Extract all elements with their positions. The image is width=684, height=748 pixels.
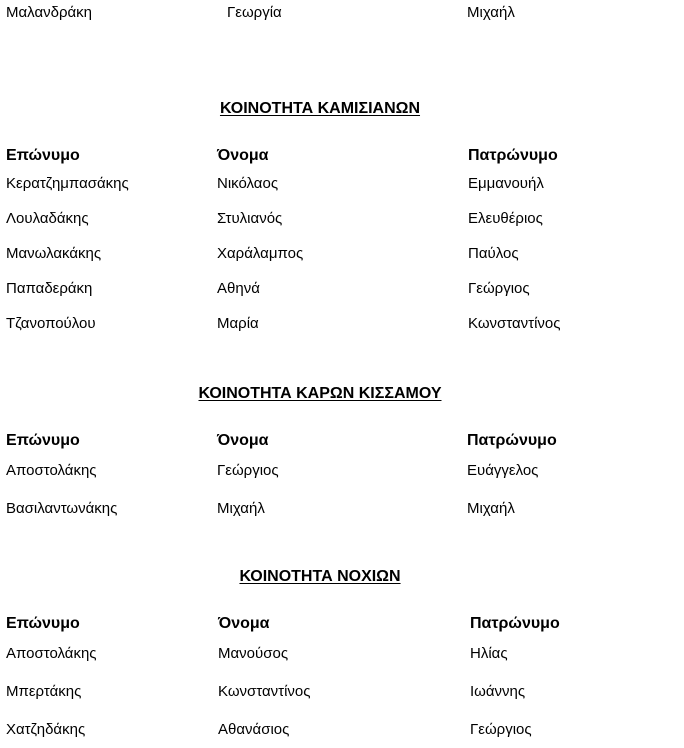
row-name: Χαράλαμπος xyxy=(217,245,304,262)
top-row-surname: Μαλανδράκη xyxy=(6,4,93,21)
row-surname: Τζανοπούλου xyxy=(6,315,96,332)
row-patronymic: Γεώργιος xyxy=(470,721,532,738)
row-patronymic: Παύλος xyxy=(468,245,519,262)
row-patronymic: Ηλίας xyxy=(470,645,508,662)
row-patronymic: Μιχαήλ xyxy=(467,500,515,517)
row-name: Αθηνά xyxy=(217,280,260,297)
row-patronymic: Γεώργιος xyxy=(468,280,530,297)
column-header-surname: Επώνυμο xyxy=(6,147,80,164)
row-name: Μανούσος xyxy=(218,645,289,662)
row-name: Νικόλαος xyxy=(217,175,279,192)
row-surname: Αποστολάκης xyxy=(6,462,97,479)
section-title-karoi-kissamou: ΚΟΙΝΟΤΗΤΑ ΚΑΡΩΝ ΚΙΣΣΑΜΟΥ xyxy=(198,385,442,402)
row-surname: Κερατζημπασάκης xyxy=(6,175,129,192)
row-surname: Βασιλαντωνάκης xyxy=(6,500,118,517)
section-title-nochia: ΚΟΙΝΟΤΗΤΑ ΝΟΧΙΩΝ xyxy=(239,568,401,585)
row-surname: Μανωλακάκης xyxy=(6,245,102,262)
column-header-name: Όνομα xyxy=(217,432,269,449)
row-patronymic: Ιωάννης xyxy=(470,683,526,700)
row-patronymic: Ελευθέριος xyxy=(468,210,543,227)
section-title-kamisiana: ΚΟΙΝΟΤΗΤΑ ΚΑΜΙΣΙΑΝΩΝ xyxy=(219,100,421,117)
row-name: Στυλιανός xyxy=(217,210,283,227)
column-header-patronymic: Πατρώνυμο xyxy=(467,432,557,449)
row-name: Αθανάσιος xyxy=(218,721,290,738)
row-surname: Παπαδεράκη xyxy=(6,280,93,297)
row-patronymic: Εμμανουήλ xyxy=(468,175,544,192)
column-header-patronymic: Πατρώνυμο xyxy=(468,147,558,164)
column-header-name: Όνομα xyxy=(218,615,270,632)
row-name: Μαρία xyxy=(217,315,259,332)
column-header-patronymic: Πατρώνυμο xyxy=(470,615,560,632)
row-surname: Χατζηδάκης xyxy=(6,721,86,738)
row-surname: Μπερτάκης xyxy=(6,683,82,700)
column-header-surname: Επώνυμο xyxy=(6,432,80,449)
row-patronymic: Κωνσταντίνος xyxy=(468,315,561,332)
top-row-name: Γεωργία xyxy=(227,4,282,21)
column-header-surname: Επώνυμο xyxy=(6,615,80,632)
column-header-name: Όνομα xyxy=(217,147,269,164)
row-name: Κωνσταντίνος xyxy=(218,683,311,700)
row-name: Μιχαήλ xyxy=(217,500,265,517)
row-patronymic: Ευάγγελος xyxy=(467,462,539,479)
row-surname: Αποστολάκης xyxy=(6,645,97,662)
row-surname: Λουλαδάκης xyxy=(6,210,89,227)
top-row-patronymic: Μιχαήλ xyxy=(467,4,515,21)
row-name: Γεώργιος xyxy=(217,462,279,479)
